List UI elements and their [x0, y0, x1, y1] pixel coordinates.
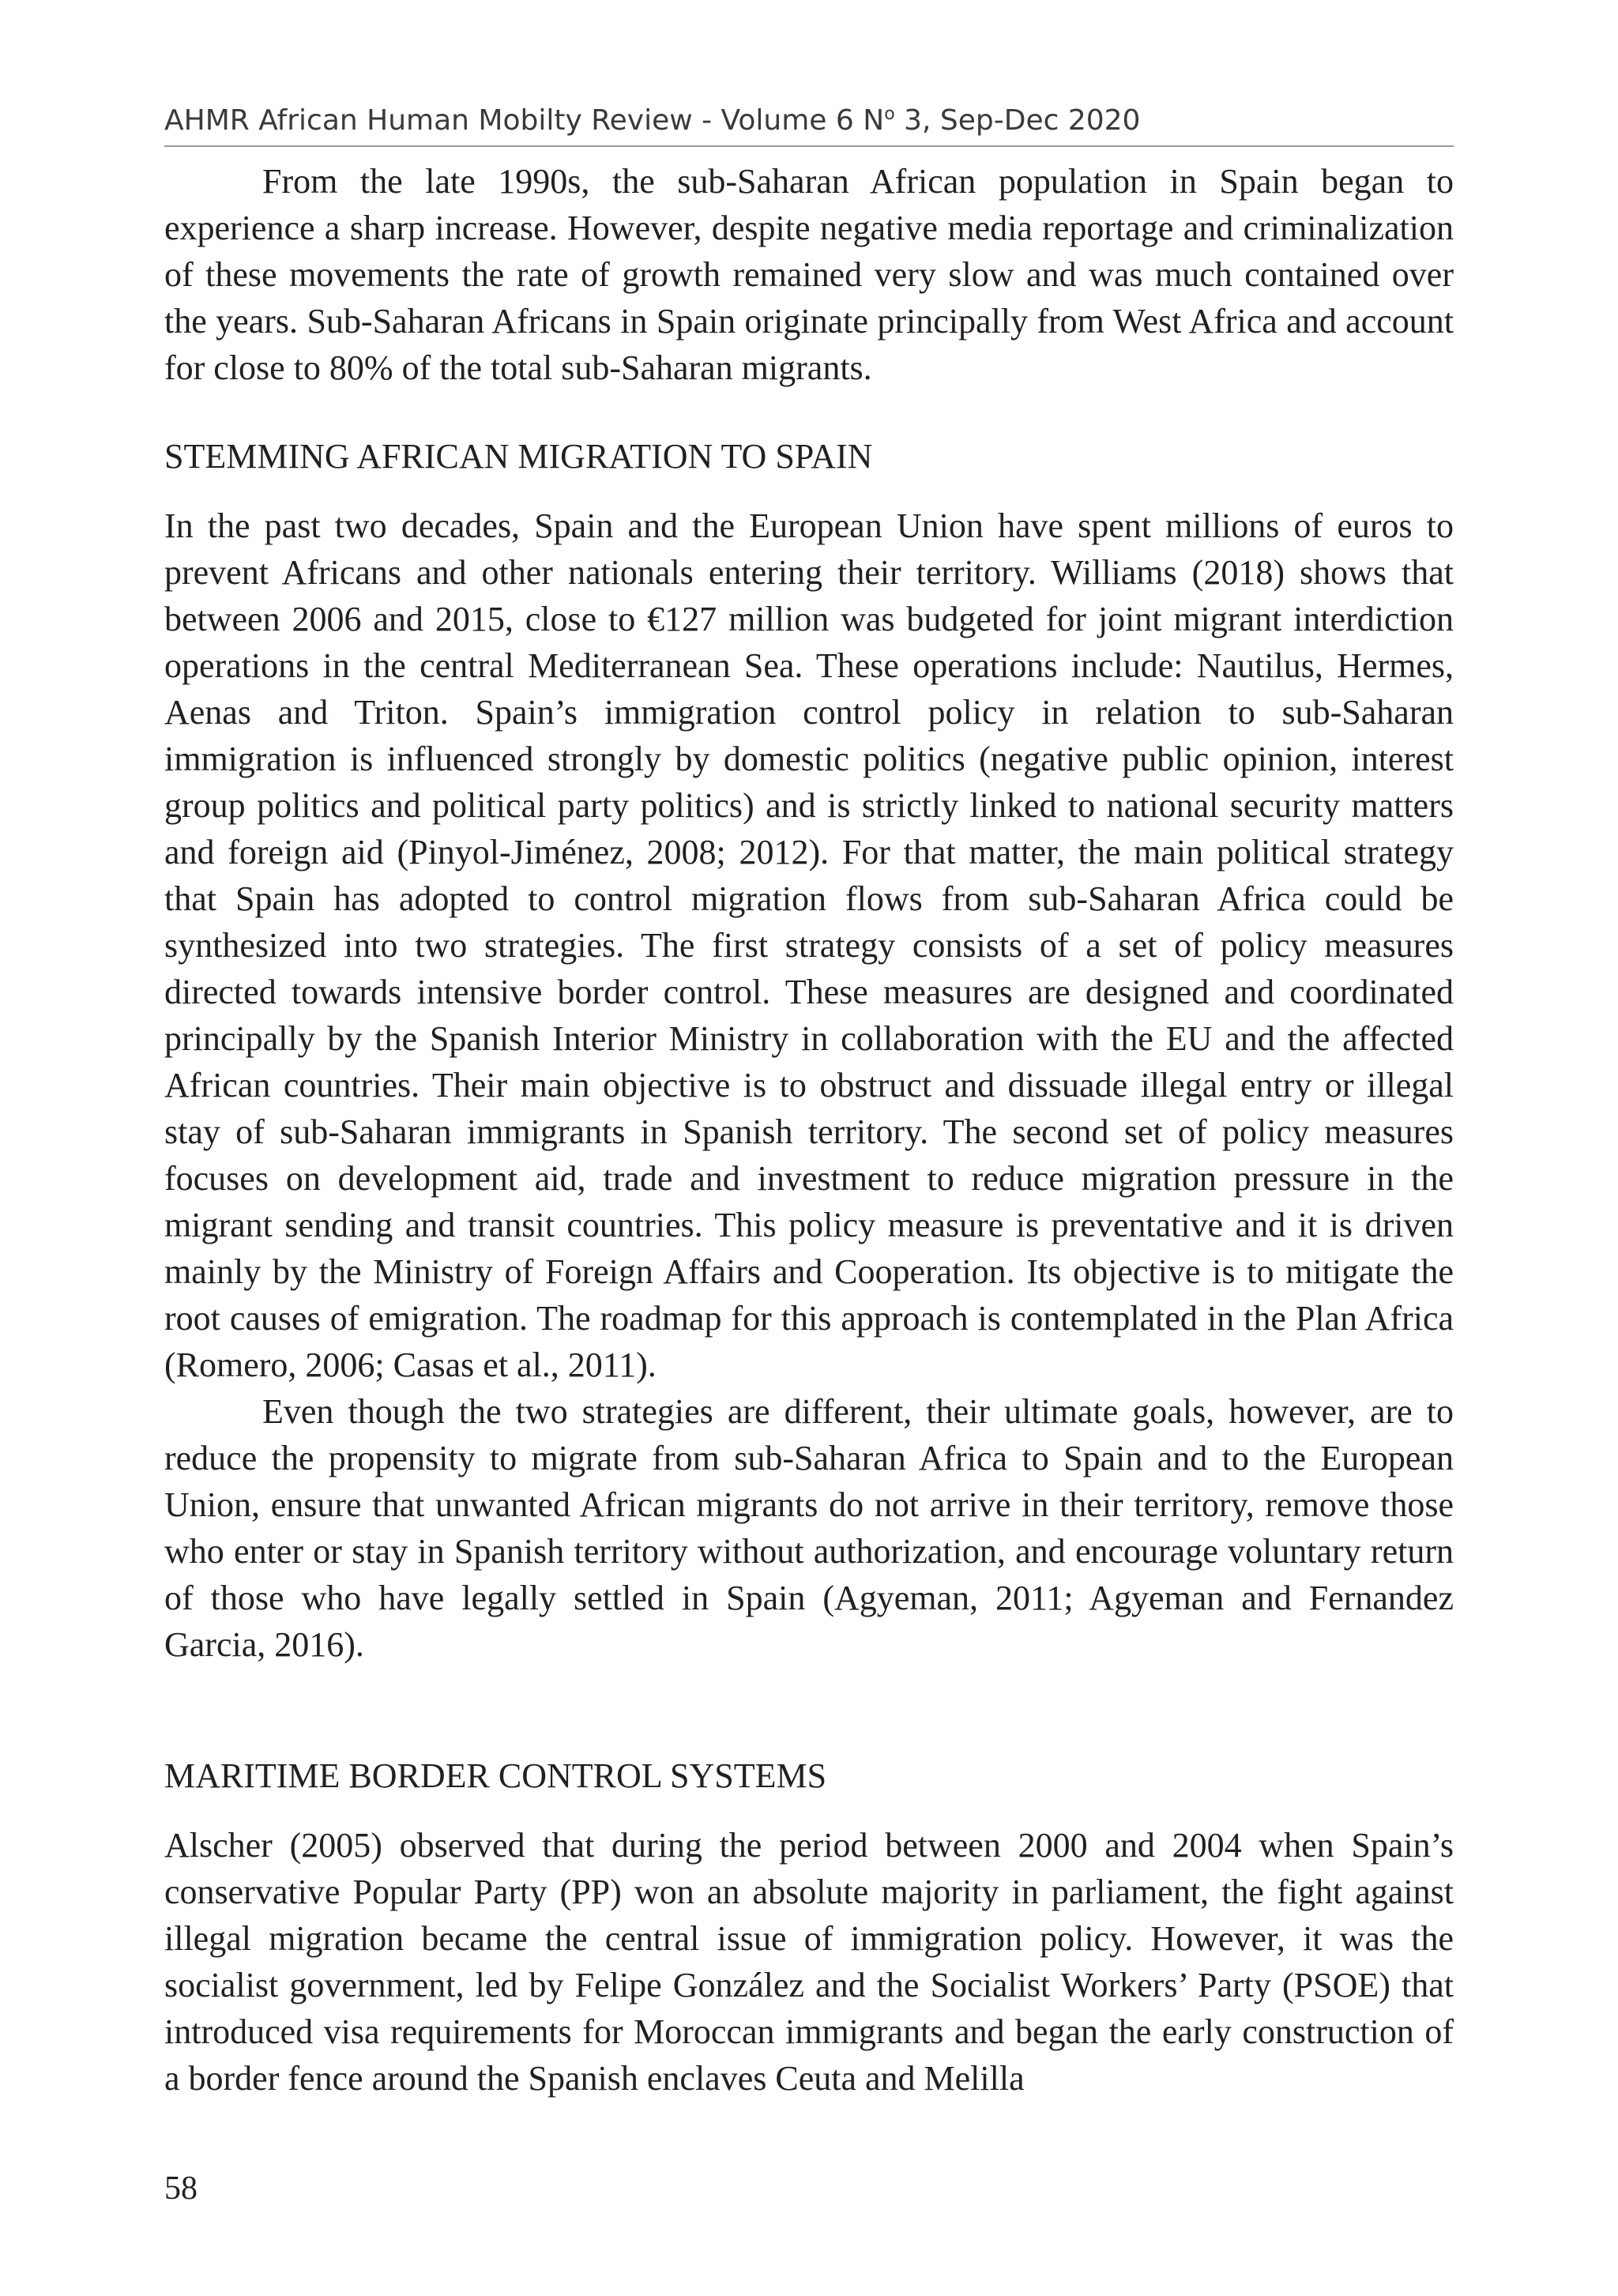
stemming-paragraph-1: In the past two decades, Spain and the European Union have spent millions of euros to prevent Africans and other nationals entering their territory. Williams (2018) shows that between 2006 and 2015, close to €127 million was budgeted for joint migrant interdiction operations in the central Mediterranean Sea. These operations include: Nautilus, Hermes, Aenas and Triton. Spain’s immigration control policy in relation to sub-Saharan immigration is influenced strongly by domestic politics (negative public opinion, interest group politics and political party politics) and is strictly linked to national security matters and foreign aid (Pinyol-Jiménez, 2008; 2012). For that matter, the main political strategy that Spain has adopted to control migration flows from sub-Saharan Africa could be synthesized into two strategies. The first strategy consists of a set of policy measures directed towards intensive border control. These measures are designed and coordinated principally by the Spanish Interior Ministry in collaboration with the EU and the affected African countries. Their main objective is to obstruct and dissuade illegal entry or illegal stay of sub-Saharan immigrants in Spanish territory. The second set of policy measures focuses on development aid, trade and investment to reduce migration pressure in the migrant sending and transit countries. This policy measure is preventative and it is driven mainly by the Ministry of Foreign Affairs and Cooperation. Its objective is to mitigate the root causes of emigration. The roadmap for this approach is contemplated in the Plan Africa (Romero, 2006; Casas et al., 2011). [164, 506, 1454, 1384]
header-journal: AHMR African Human Mobilty Review - Volume 6 [164, 104, 854, 137]
intro-text-block [164, 158, 1454, 391]
page-number: 58 [164, 2170, 198, 2207]
maritime-paragraph: Alscher (2005) observed that during the period between 2000 and 2004 when Spain’s conservative Popular Party (PP) won an absolute majority in parliament, the fight against illegal migration became the central issue of immigration policy. However, it was the socialist government, led by Felipe González and the Socialist Workers’ Party (PSOE) that introduced visa requirements for Moroccan immigrants and began the early construction of a border fence around the Spanish enclaves Ceuta and Melilla [164, 1826, 1454, 2098]
section-heading-stemming: STEMMING AFRICAN MIGRATION TO SPAIN [164, 437, 873, 476]
header-number-superscript: o [884, 104, 895, 124]
running-header [164, 101, 1454, 147]
stemming-paragraph-2: Even though the two strategies are different, their ultimate goals, however, are to reduce the propensity to migrate from sub-Saharan Africa to Spain and to the European Union, ensure that unwanted African migrants do not arrive in their territory, remove those who enter or stay in Spanish territory without authorization, and encourage voluntary return of those who have legally settled in Spain (Agyeman, 2011; Agyeman and Fernandez Garcia, 2016). [164, 1392, 1454, 1664]
header-issue: 3, Sep-Dec 2020 [904, 104, 1141, 137]
header-number-symbol: N [863, 104, 885, 137]
maritime-text-block [164, 1822, 1454, 2102]
intro-paragraph: From the late 1990s, the sub-Saharan African population in Spain began to experience a sharp increase. However, despite negative media reportage and criminalization of these movements the rate of growth remained very slow and was much contained over the years. Sub-Saharan Africans in Spain originate principally from West Africa and account for close to 80% of the total sub-Saharan migrants. [164, 162, 1454, 387]
section-heading-maritime: MARITIME BORDER CONTROL SYSTEMS [164, 1756, 827, 1795]
stemming-text-block [164, 502, 1454, 1668]
